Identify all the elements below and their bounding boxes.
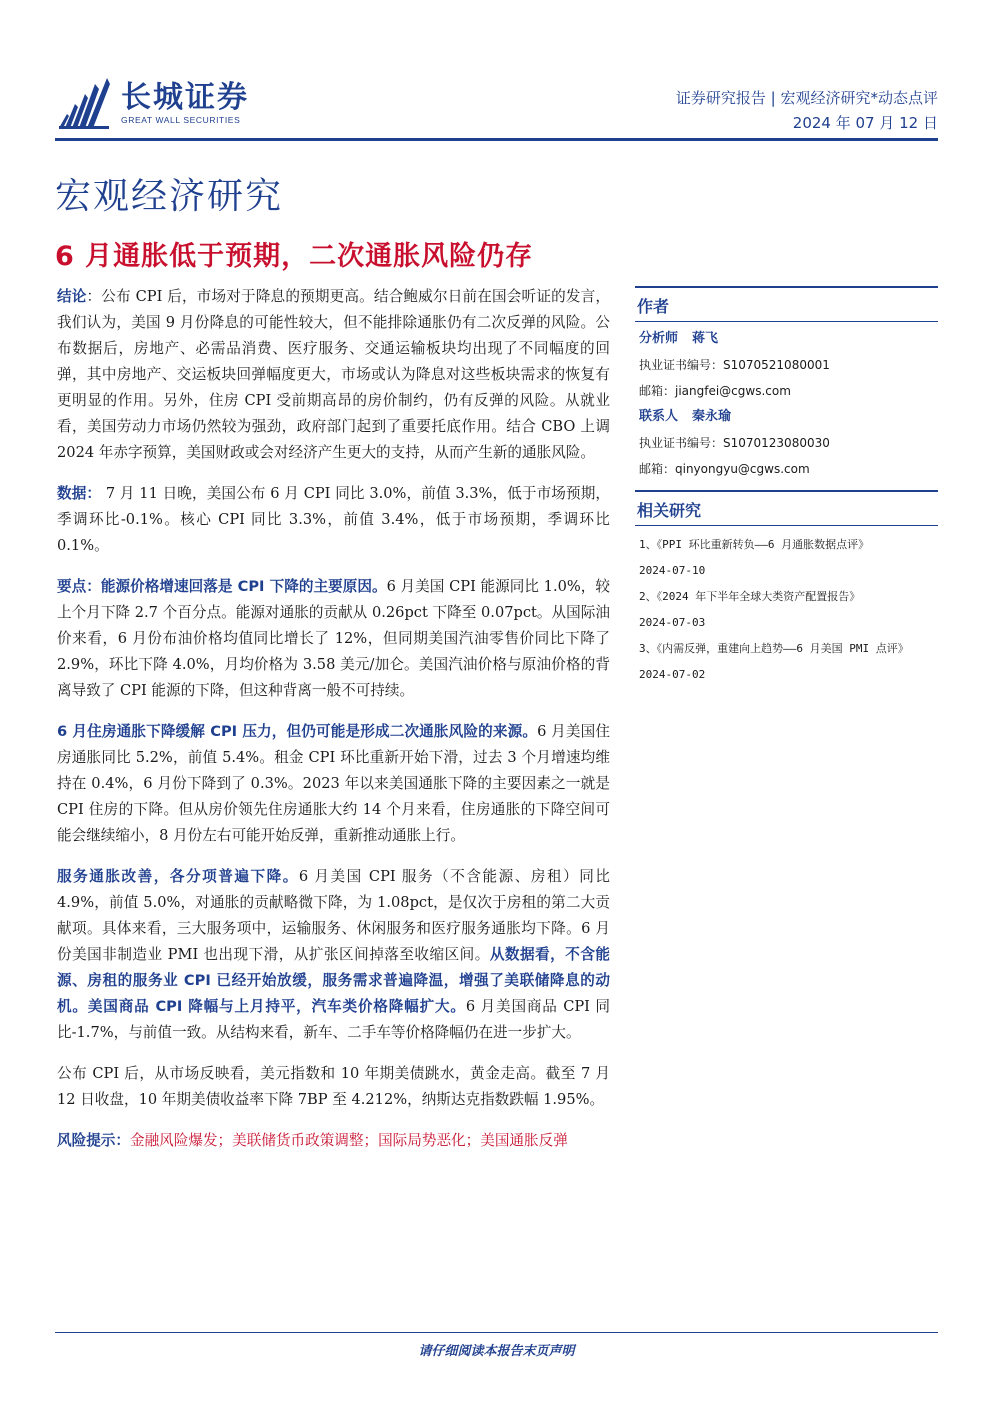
contact-email[interactable]: 邮箱：qinyongyu@cgws.com <box>639 462 810 476</box>
data-label: 数据： <box>57 485 102 502</box>
report-title: 6 月通胀低于预期，二次通胀风险仍存 <box>55 241 534 272</box>
logo-chinese-name: 长城证券 <box>121 80 249 115</box>
energy-text: 6 月美国 CPI 能源同比 1.0%，较上个月下降 2.7 个百分点。能源对通胀的贡献从 0.26pct 下降至 0.07pct。从国际油价来看，6 月份布油价格均值同比增长了 12%，但同期美国汽油零售价同比下降了 2.9%，环比下降 4.0%，月均价格为 3.58 美元/加仑。美国汽油价格与原油价格的背离导致了 CPI 能源的下降，但这种背离一般不可持续。 <box>57 578 611 699</box>
housing-paragraph <box>57 719 610 849</box>
risk-paragraph <box>57 1128 610 1154</box>
related-list <box>635 526 938 694</box>
conclusion-paragraph <box>57 284 610 466</box>
services-label: 服务通胀改善，各分项普遍下降。 <box>57 868 299 885</box>
analyst-email[interactable]: 邮箱：jiangfei@cgws.com <box>639 384 791 398</box>
contact-name: 秦永瑜 <box>692 409 732 424</box>
analyst-cert: 执业证书编号：S1070521080001 <box>639 358 830 372</box>
header-divider <box>55 138 938 141</box>
market-paragraph: 公布 CPI 后，从市场反映看，美元指数和 10 年期美债跳水，黄金走高。截至 7 月 12 日收盘，10 年期美债收益率下降 7BP 至 4.212%，纳斯达克指数跌幅 1.95%。 <box>57 1065 610 1108</box>
risk-text: 金融风险爆发；美联储货币政策调整；国际局势恶化；美国通胀反弹 <box>129 1132 568 1149</box>
housing-text: 6 月美国住房通胀同比 5.2%，前值 5.4%。租金 CPI 环比重新开始下滑，过去 3 个月增速均维持在 0.4%，6 月份下降到了 0.3%。2023 年以来美国通胀下降的主要因素之一就是 CPI 住房的下降。但从房价领先住房通胀大约 14 个月来看，住房通胀的下降空间可能会继续缩小，8 月份左右可能开始反弹，重新推动通胀上行。 <box>57 723 610 844</box>
logo-english-name: GREAT WALL SECURITIES <box>121 115 241 125</box>
data-text: 7 月 11 日晚，美国公布 6 月 CPI 同比 3.0%，前值 3.3%，低于市场预期，季调环比-0.1%。核心 CPI 同比 3.3%，前值 3.4%，低于市场预期，季调环比 0.1%。 <box>57 485 610 554</box>
contact-name-line <box>639 404 934 430</box>
footer-divider <box>55 1332 938 1333</box>
risk-label: 风险提示： <box>57 1132 130 1149</box>
company-logo <box>55 74 249 132</box>
report-header <box>55 70 938 140</box>
housing-label: 6 月住房通胀下降缓解 CPI 压力，但仍可能是形成二次通胀风险的来源。 <box>57 723 538 740</box>
section-title: 宏观经济研究 <box>55 176 284 217</box>
energy-label: 要点：能源价格增速回落是 CPI 下降的主要原因。 <box>57 578 387 595</box>
contact-cert: 执业证书编号：S1070123080030 <box>639 436 830 450</box>
services-label-2: 从数据看，不含能源、房租的服务业 CPI 已经开始放缓，服务需求普遍降温，增强了美联储降息的动机。美国商品 CPI 降幅与上月持平，汽车类价格降幅扩大。 <box>57 946 610 1015</box>
contact-role: 联系人 <box>639 409 679 424</box>
energy-paragraph <box>57 574 610 704</box>
sidebar <box>635 286 938 694</box>
related-item[interactable]: 1、《PPI 环比重新转负——6 月通胀数据点评》 2024-07-10 <box>639 538 870 577</box>
footer-disclaimer: 请仔细阅读本报告末页声明 <box>418 1344 575 1359</box>
services-text-2: 6 月美国商品 CPI 同比-1.7%，与前值一致。从结构来看，新车、二手车等价格降幅仍在进一步扩大。 <box>57 998 611 1041</box>
report-date: 2024 年 07 月 12 日 <box>792 114 938 132</box>
author-block <box>635 322 938 490</box>
data-paragraph <box>57 481 610 559</box>
related-item[interactable]: 3、《内需反弹，重建向上趋势——6 月美国 PMI 点评》 2024-07-02 <box>639 642 909 681</box>
conclusion-label: 结论 <box>57 288 87 305</box>
great-wall-logo-icon <box>55 74 113 132</box>
analyst-name: 蒋飞 <box>692 331 719 346</box>
services-text: 6 月美国 CPI 服务（不含能源、房租）同比 4.9%，前值 5.0%，对通胀的贡献略微下降，为 1.08pct，是仅次于房租的第二大贡献项。具体来看，三大服务项中，运输服务、休闲服务和医疗服务通胀均下降。6 月份美国非制造业 PMI 也出现下滑，从扩张区间掉落至收缩区间。 <box>57 868 610 963</box>
conclusion-text: ：公布 CPI 后，市场对于降息的预期更高。结合鲍威尔日前在国会听证的发言，我们认为，美国 9 月份降息的可能性较大，但不能排除通胀仍有二次反弹的风险。公布数据后，房地产、必需品消费、医疗服务、交通运输板块均出现了不同幅度的回弹，其中房地产、交运板块回弹幅度更大，市场或认为降息对这些板块需求的恢复有更明显的作用。另外，住房 CPI 受前期高昂的房价制约，仍有反弹的风险。从就业看，美国劳动力市场仍然较为强劲，政府部门起到了重要托底作用。结合 CBO 上调 2024 年赤字预算，美国财政或会对经济产生更大的支持，从而产生新的通胀风险。 <box>57 288 610 461</box>
report-category: 证券研究报告 | 宏观经济研究*动态点评 <box>675 89 938 107</box>
services-paragraph <box>57 864 610 1046</box>
related-item[interactable]: 2、《2024 年下半年全球大类资产配置报告》 2024-07-03 <box>639 590 861 629</box>
related-heading: 相关研究 <box>635 490 938 526</box>
analyst-name-line <box>639 326 934 352</box>
author-heading: 作者 <box>635 286 938 322</box>
analyst-role: 分析师 <box>639 331 679 346</box>
report-body <box>57 284 610 1169</box>
